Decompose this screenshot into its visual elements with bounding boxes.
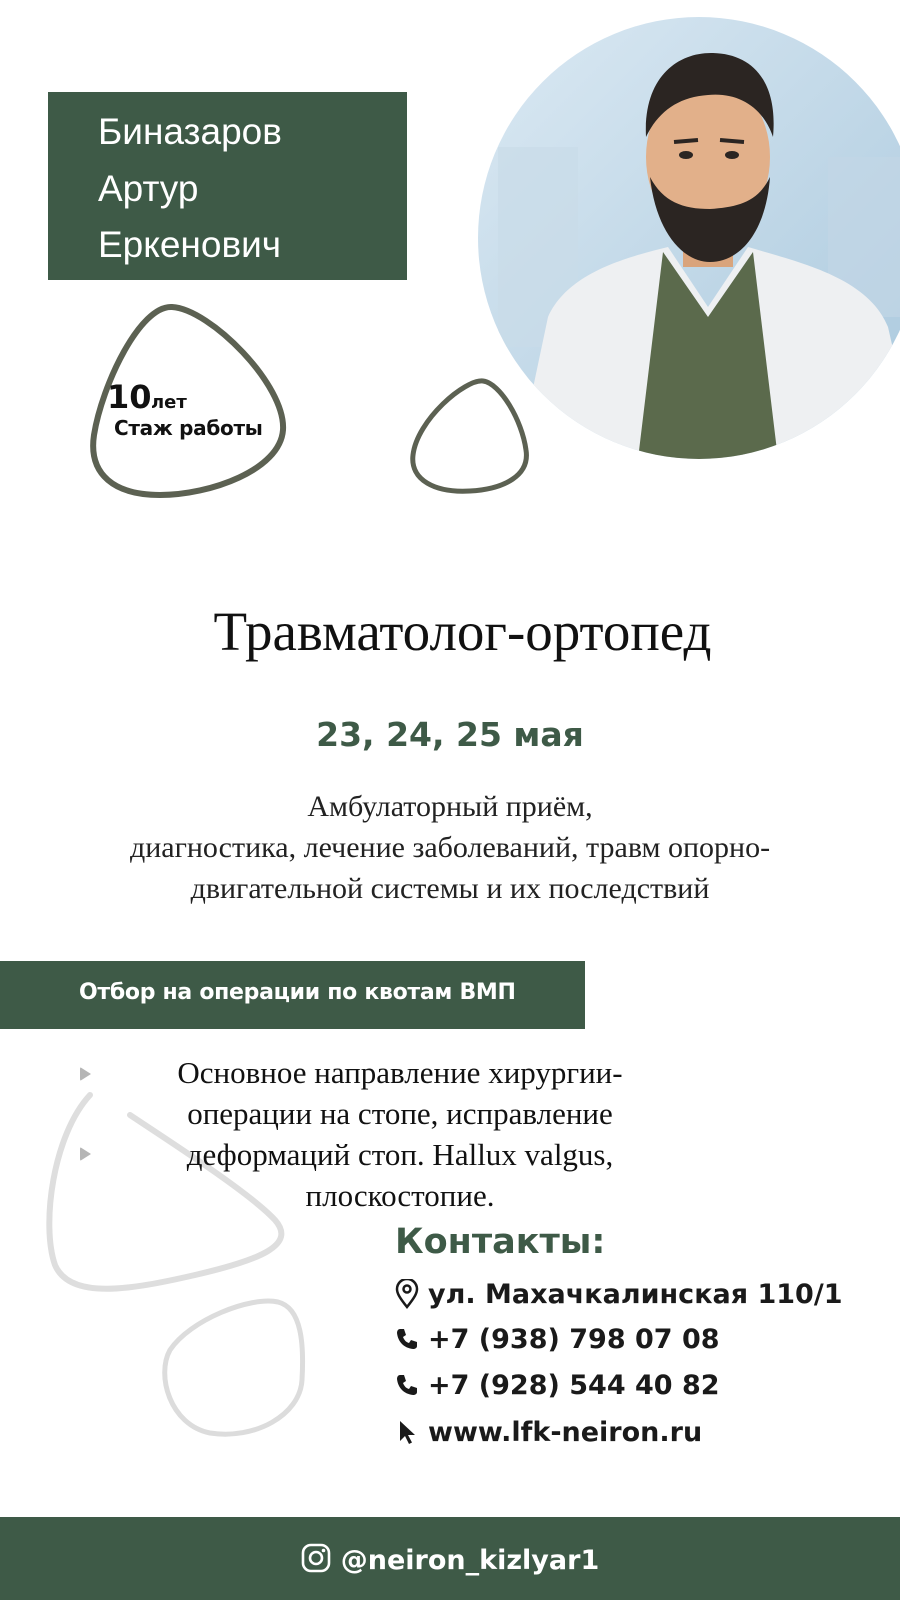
contact-phone-2[interactable] xyxy=(394,1367,720,1403)
doctor-surname: Биназаров xyxy=(98,111,282,152)
services-description xyxy=(0,786,900,909)
contact-website[interactable] xyxy=(394,1414,702,1450)
surgery-description xyxy=(100,1052,700,1216)
contact-phone-1[interactable] xyxy=(394,1321,720,1357)
decorative-outline-bottom xyxy=(150,1290,315,1450)
decorative-triangle-small xyxy=(405,375,540,505)
contact-website-text: www.lfk-neiron.ru xyxy=(428,1416,703,1448)
experience-unit: лет xyxy=(151,392,187,413)
cursor-arrow-icon xyxy=(394,1417,420,1447)
contact-phone-1-text: +7 (938) 798 07 08 xyxy=(428,1323,720,1355)
phone-icon xyxy=(394,1324,420,1354)
specialty-title: Травматолог-ортопед xyxy=(213,601,712,662)
phone-icon xyxy=(394,1370,420,1400)
contact-address xyxy=(394,1276,842,1312)
services-line: диагностика, лечение заболеваний, травм опорно- xyxy=(129,831,771,864)
doctor-patronymic: Еркенович xyxy=(98,224,282,265)
services-line: Амбулаторный приём, xyxy=(307,790,593,823)
quota-banner-text: Отбор на операции по квотам ВМП xyxy=(79,980,516,1005)
contact-address-text: ул. Махачкалинская 110/1 xyxy=(428,1278,843,1310)
doctor-name-box xyxy=(48,92,407,280)
instagram-icon xyxy=(301,1543,331,1578)
reception-dates: 23, 24, 25 мая xyxy=(316,715,584,754)
doctor-photo xyxy=(478,17,900,459)
surgery-line: деформаций стоп. Hallux valgus, xyxy=(186,1137,614,1172)
bullet-icon xyxy=(80,1067,91,1081)
bullet-icon xyxy=(80,1147,91,1161)
instagram-link[interactable] xyxy=(0,1540,900,1580)
location-pin-icon xyxy=(394,1279,420,1309)
experience-years: 10 xyxy=(107,378,152,416)
surgery-line: плоскостопие. xyxy=(305,1178,495,1213)
surgery-line: операции на стопе, исправление xyxy=(187,1096,613,1131)
instagram-handle: @neiron_kizlyar1 xyxy=(340,1544,600,1576)
experience-label: Стаж работы xyxy=(114,416,263,440)
contact-phone-2-text: +7 (928) 544 40 82 xyxy=(428,1369,720,1401)
doctor-first-name: Артур xyxy=(98,168,199,209)
contacts-title: Контакты: xyxy=(395,1222,606,1262)
surgery-line: Основное направление хирургии- xyxy=(177,1055,623,1090)
services-line: двигательной системы и их последствий xyxy=(190,872,710,905)
